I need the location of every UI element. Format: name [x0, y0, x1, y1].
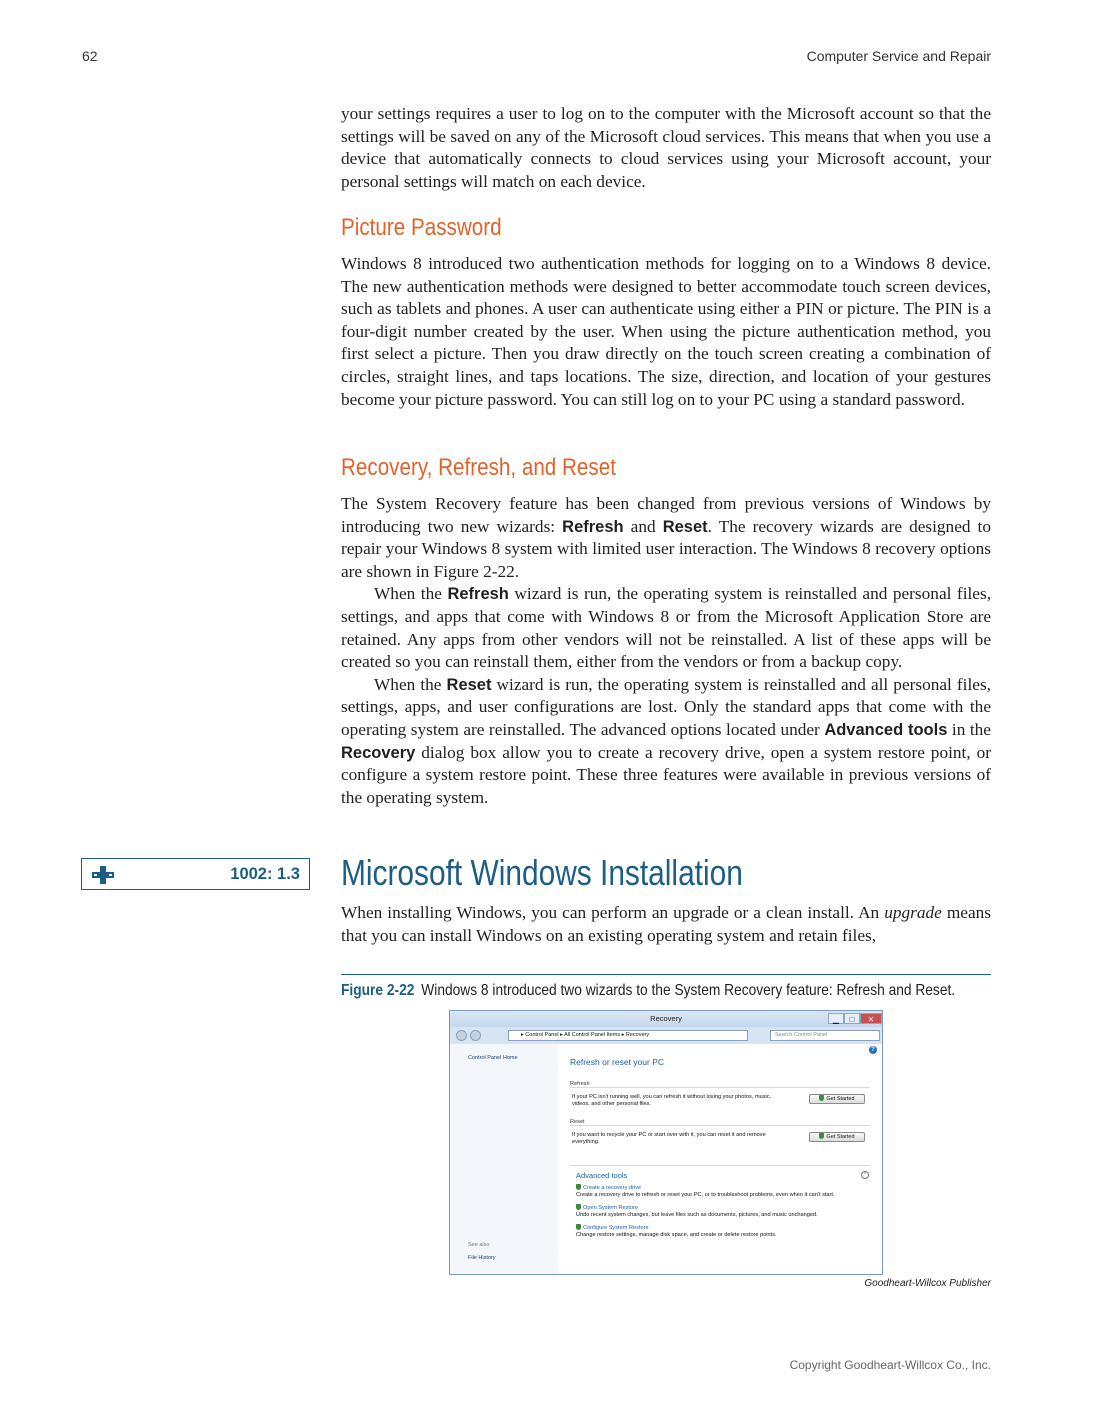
figure-caption-text: Windows 8 introduced two wizards to the System Recovery feature: Refresh and Reset.	[421, 982, 956, 999]
recovery-paragraph-3: When the Reset wizard is run, the operating system is reinstalled and all personal files, settings, apps, and user configurations are lost. Only the standard apps that come with the operating system are reinstalled. The advanced options located under Advanced tools in the Recovery dialog box allow you to create a recovery drive, open a system restore point, or configure a system restore point. These three features were available in previous versions of the operating system.	[341, 674, 992, 807]
term-advanced-tools: Advanced tools	[824, 720, 948, 739]
shield-icon	[576, 1184, 581, 1190]
maximize-button: □	[844, 1013, 860, 1024]
refresh-description: If your PC isn't running well, you can refresh it without losing your photos, music,	[572, 1094, 772, 1100]
term-reset: Reset	[662, 517, 708, 536]
configure-system-restore-link: Configure System Restore	[576, 1224, 649, 1231]
recovery-paragraph-2: When the Refresh wizard is run, the operating system is reinstalled and personal files, settings, and apps that come with Windows 8 or from the Microsoft Application Store are retained. Any apps from other vendors will not be reinstalled. A list of these apps will be created so you can reinstall them, either from the vendors or from a backup copy.	[341, 584, 992, 672]
figure-label: Figure 2-22	[341, 982, 415, 999]
shield-icon	[819, 1095, 824, 1101]
window-title: Recovery	[650, 1014, 682, 1023]
open-system-restore-description: Undo recent system changes, but leave files such as documents, pictures, and music unchanged.	[576, 1212, 818, 1218]
create-recovery-drive-link: Create a recovery drive	[576, 1184, 641, 1191]
intro-paragraph: your settings requires a user to log on to the computer with the Microsoft account so that the settings will be saved on any of the Microsoft cloud services. This means that when you use a device that automatically connects to cloud services using your Microsoft account, your personal settings will match on each device.	[341, 104, 991, 191]
exam-objective-box	[81, 858, 310, 890]
copyright-footer: Copyright Goodheart-Willcox Co., Inc.	[789, 1358, 991, 1372]
refresh-label: Refresh	[570, 1081, 590, 1087]
address-bar: ▸ Control Panel ▸ All Control Panel Items ▸ Recovery	[508, 1030, 748, 1041]
refresh-description: videos, and other personal files.	[572, 1101, 651, 1107]
address-bar-area	[450, 1027, 882, 1044]
picture-password-section	[341, 253, 991, 411]
plus-icon	[91, 866, 115, 884]
shield-icon	[576, 1204, 581, 1210]
see-also-label: See also	[468, 1242, 490, 1248]
main-title: Refresh or reset your PC	[570, 1057, 665, 1067]
term-recovery: Recovery	[341, 743, 416, 762]
search-box: Search Control Panel	[770, 1030, 880, 1041]
close-button: ✕	[860, 1013, 882, 1024]
picture-password-paragraph: Windows 8 introduced two authentication methods for logging on to a Windows 8 device. The new authentication methods were designed to better accommodate touch screen devices, such as tablets and phones. A user can authenticate using either a PIN or picture. The PIN is a four-digit number created by the user. When using the picture authentication method, you first select a picture. Then you draw directly on the touch screen creating a combination of circles, straight lines, and taps locations. The size, direction, and location of your gestures become your picture password. You can still log on to your PC using a standard password.	[341, 254, 991, 409]
reset-get-started-button: Get Started	[809, 1132, 865, 1142]
help-icon: ?	[869, 1046, 877, 1054]
recovery-window-screenshot	[449, 1010, 883, 1275]
advanced-tools-title: Advanced tools	[576, 1171, 628, 1180]
reset-description: everything.	[572, 1139, 600, 1145]
reset-description: If you want to recycle your PC or start over with it, you can reset it and remove	[572, 1132, 766, 1138]
figure-caption	[341, 982, 955, 1000]
divider	[570, 1087, 870, 1088]
open-system-restore-link: Open System Restore	[576, 1204, 638, 1211]
divider	[570, 1125, 870, 1126]
installation-section	[341, 902, 991, 947]
page-number: 62	[82, 48, 98, 64]
sidebar	[450, 1044, 558, 1275]
figure-credit: Goodheart-Willcox Publisher	[864, 1278, 991, 1289]
term-reset: Reset	[446, 675, 492, 694]
collapse-icon: ⌃	[862, 1172, 868, 1178]
minimize-button: ▁	[828, 1013, 844, 1024]
divider	[570, 1165, 870, 1166]
running-title: Computer Service and Repair	[806, 48, 991, 64]
recovery-paragraph-1: The System Recovery feature has been changed from previous versions of Windows by introducing two new wizards: Refresh and Reset. The recovery wizards are designed to repair your Windows 8 system with limited user interaction. The Windows 8 recovery options are shown in Figure 2-22.	[341, 494, 992, 581]
shield-icon	[819, 1133, 824, 1139]
shield-icon	[576, 1224, 581, 1230]
recovery-heading: Recovery, Refresh, and Reset	[341, 454, 616, 481]
installation-heading: Microsoft Windows Installation	[341, 852, 743, 893]
refresh-get-started-button: Get Started	[809, 1094, 865, 1104]
intro-section	[341, 103, 991, 193]
control-panel-home-link: Control Panel Home	[468, 1055, 518, 1061]
term-refresh: Refresh	[562, 517, 624, 536]
forward-arrow-icon	[470, 1030, 481, 1041]
create-recovery-drive-description: Create a recovery drive to refresh or reset your PC, or to troubleshoot problems, even when it can't start.	[576, 1192, 835, 1198]
picture-password-heading: Picture Password	[341, 214, 502, 241]
term-refresh: Refresh	[447, 585, 509, 604]
file-history-link: File History	[468, 1255, 496, 1261]
main-pane	[558, 1044, 883, 1275]
installation-paragraph: When installing Windows, you can perform an upgrade or a clean install. An upgrade means that you can install Windows on an existing operating system and retain files,	[341, 903, 991, 945]
figure-rule	[341, 974, 991, 975]
configure-system-restore-description: Change restore settings, manage disk space, and create or delete restore points.	[576, 1232, 777, 1238]
term-upgrade: upgrade	[884, 903, 942, 922]
recovery-section	[341, 493, 991, 809]
reset-label: Reset	[570, 1119, 585, 1125]
window-titlebar	[450, 1011, 882, 1027]
back-arrow-icon	[456, 1030, 467, 1041]
exam-objective-code: 1002: 1.3	[230, 865, 300, 883]
